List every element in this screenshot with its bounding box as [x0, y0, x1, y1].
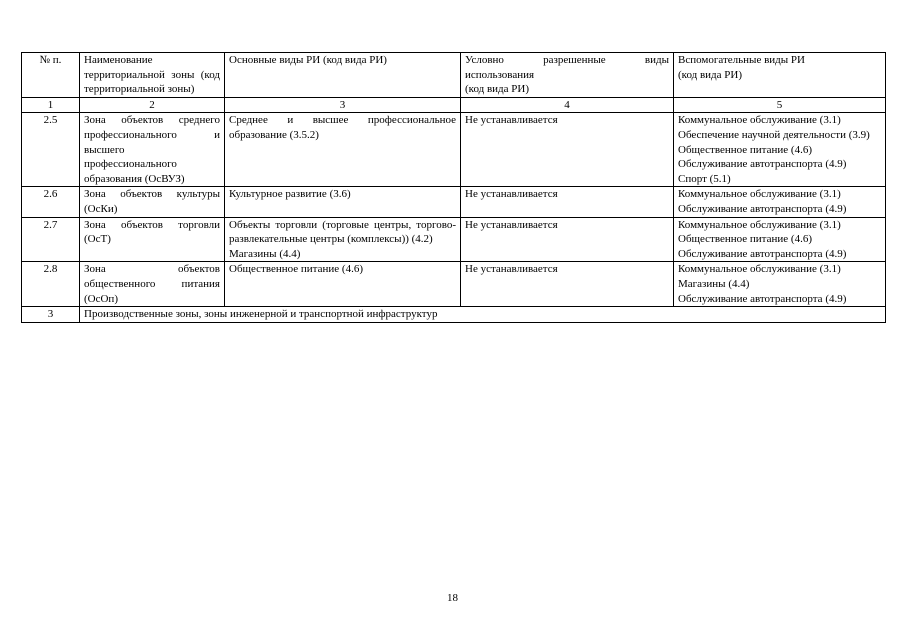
header-zone-name-text: Наименование территориальной зоны (код территориальной зоны) — [84, 54, 220, 96]
aux-use-item: Магазины (4.4) — [678, 277, 750, 290]
table-row — [22, 217, 886, 262]
row-conditional: Не устанавливается — [461, 113, 674, 187]
column-number: 5 — [674, 97, 886, 113]
header-num-text: № п. — [39, 54, 62, 66]
column-number: 3 — [225, 97, 461, 113]
row-num: 2.8 — [22, 262, 80, 307]
section-num: 3 — [22, 307, 80, 323]
row-aux-uses — [674, 113, 886, 187]
header-conditional-line3: (код вида РИ) — [465, 83, 530, 96]
row-main-uses — [225, 187, 461, 217]
aux-use-item: Общественное питание (4.6) — [678, 233, 812, 246]
table-row — [22, 262, 886, 307]
row-zone: Зона объектов торговли (ОсТ) — [80, 217, 225, 262]
aux-use-item: Обеспечение научной деятельности (3.9) — [678, 128, 870, 141]
table-row — [22, 113, 886, 187]
main-use-item: Объекты торговли (торговые центры, торгово-развлекательные центры (комплексы)) (4.2) — [229, 218, 456, 246]
main-use-item: Общественное питание (4.6) — [229, 263, 363, 276]
header-aux-uses — [674, 53, 886, 98]
row-num: 2.7 — [22, 217, 80, 262]
header-conditional-line1: Условно разрешенные виды — [465, 54, 669, 66]
aux-use-item: Обслуживание автотранспорта (4.9) — [678, 247, 847, 260]
row-main-uses — [225, 262, 461, 307]
main-use-item: Магазины (4.4) — [229, 247, 301, 260]
header-num — [22, 53, 80, 98]
row-conditional: Не устанавливается — [461, 217, 674, 262]
main-use-item: Культурное развитие (3.6) — [229, 188, 351, 201]
section-row — [22, 307, 886, 323]
row-zone: Зона объектов общественного питания (ОсОп) — [80, 262, 225, 307]
aux-use-item: Спорт (5.1) — [678, 172, 731, 185]
row-aux-uses — [674, 187, 886, 217]
aux-use-item: Коммунальное обслуживание (3.1) — [678, 188, 841, 201]
header-aux-line1: Вспомогательные виды РИ — [678, 54, 805, 66]
header-main-uses — [225, 53, 461, 98]
aux-use-item: Общественное питание (4.6) — [678, 143, 812, 156]
row-zone: Зона объектов среднего профессионального и высшего профессионального образования (ОсВУЗ) — [80, 113, 225, 187]
row-zone: Зона объектов культуры (ОсКи) — [80, 187, 225, 217]
header-main-uses-text: Основные виды РИ (код вида РИ) — [229, 54, 387, 66]
row-aux-uses — [674, 217, 886, 262]
row-main-uses — [225, 217, 461, 262]
table-row — [22, 187, 886, 217]
header-conditional-uses — [461, 53, 674, 98]
zones-table — [21, 52, 886, 323]
column-number: 2 — [80, 97, 225, 113]
row-num: 2.6 — [22, 187, 80, 217]
column-number: 1 — [22, 97, 80, 113]
aux-use-item: Обслуживание автотранспорта (4.9) — [678, 202, 847, 215]
header-zone-name — [80, 53, 225, 98]
column-numbers-row — [22, 97, 886, 113]
aux-use-item: Коммунальное обслуживание (3.1) — [678, 263, 841, 276]
aux-use-item: Обслуживание автотранспорта (4.9) — [678, 158, 847, 171]
aux-use-item: Коммунальное обслуживание (3.1) — [678, 218, 841, 231]
main-use-item: Среднее и высшее профессиональное образование (3.5.2) — [229, 114, 456, 141]
header-aux-line2: (код вида РИ) — [678, 68, 743, 81]
row-aux-uses — [674, 262, 886, 307]
header-row — [22, 53, 886, 98]
aux-use-item: Обслуживание автотранспорта (4.9) — [678, 292, 847, 305]
row-conditional: Не устанавливается — [461, 262, 674, 307]
column-number: 4 — [461, 97, 674, 113]
row-num: 2.5 — [22, 113, 80, 187]
row-main-uses — [225, 113, 461, 187]
page-number: 18 — [447, 592, 458, 604]
section-title: Производственные зоны, зоны инженерной и транспортной инфраструктур — [80, 307, 886, 323]
header-conditional-line2: использования — [465, 68, 535, 81]
aux-use-item: Коммунальное обслуживание (3.1) — [678, 114, 841, 127]
row-conditional: Не устанавливается — [461, 187, 674, 217]
